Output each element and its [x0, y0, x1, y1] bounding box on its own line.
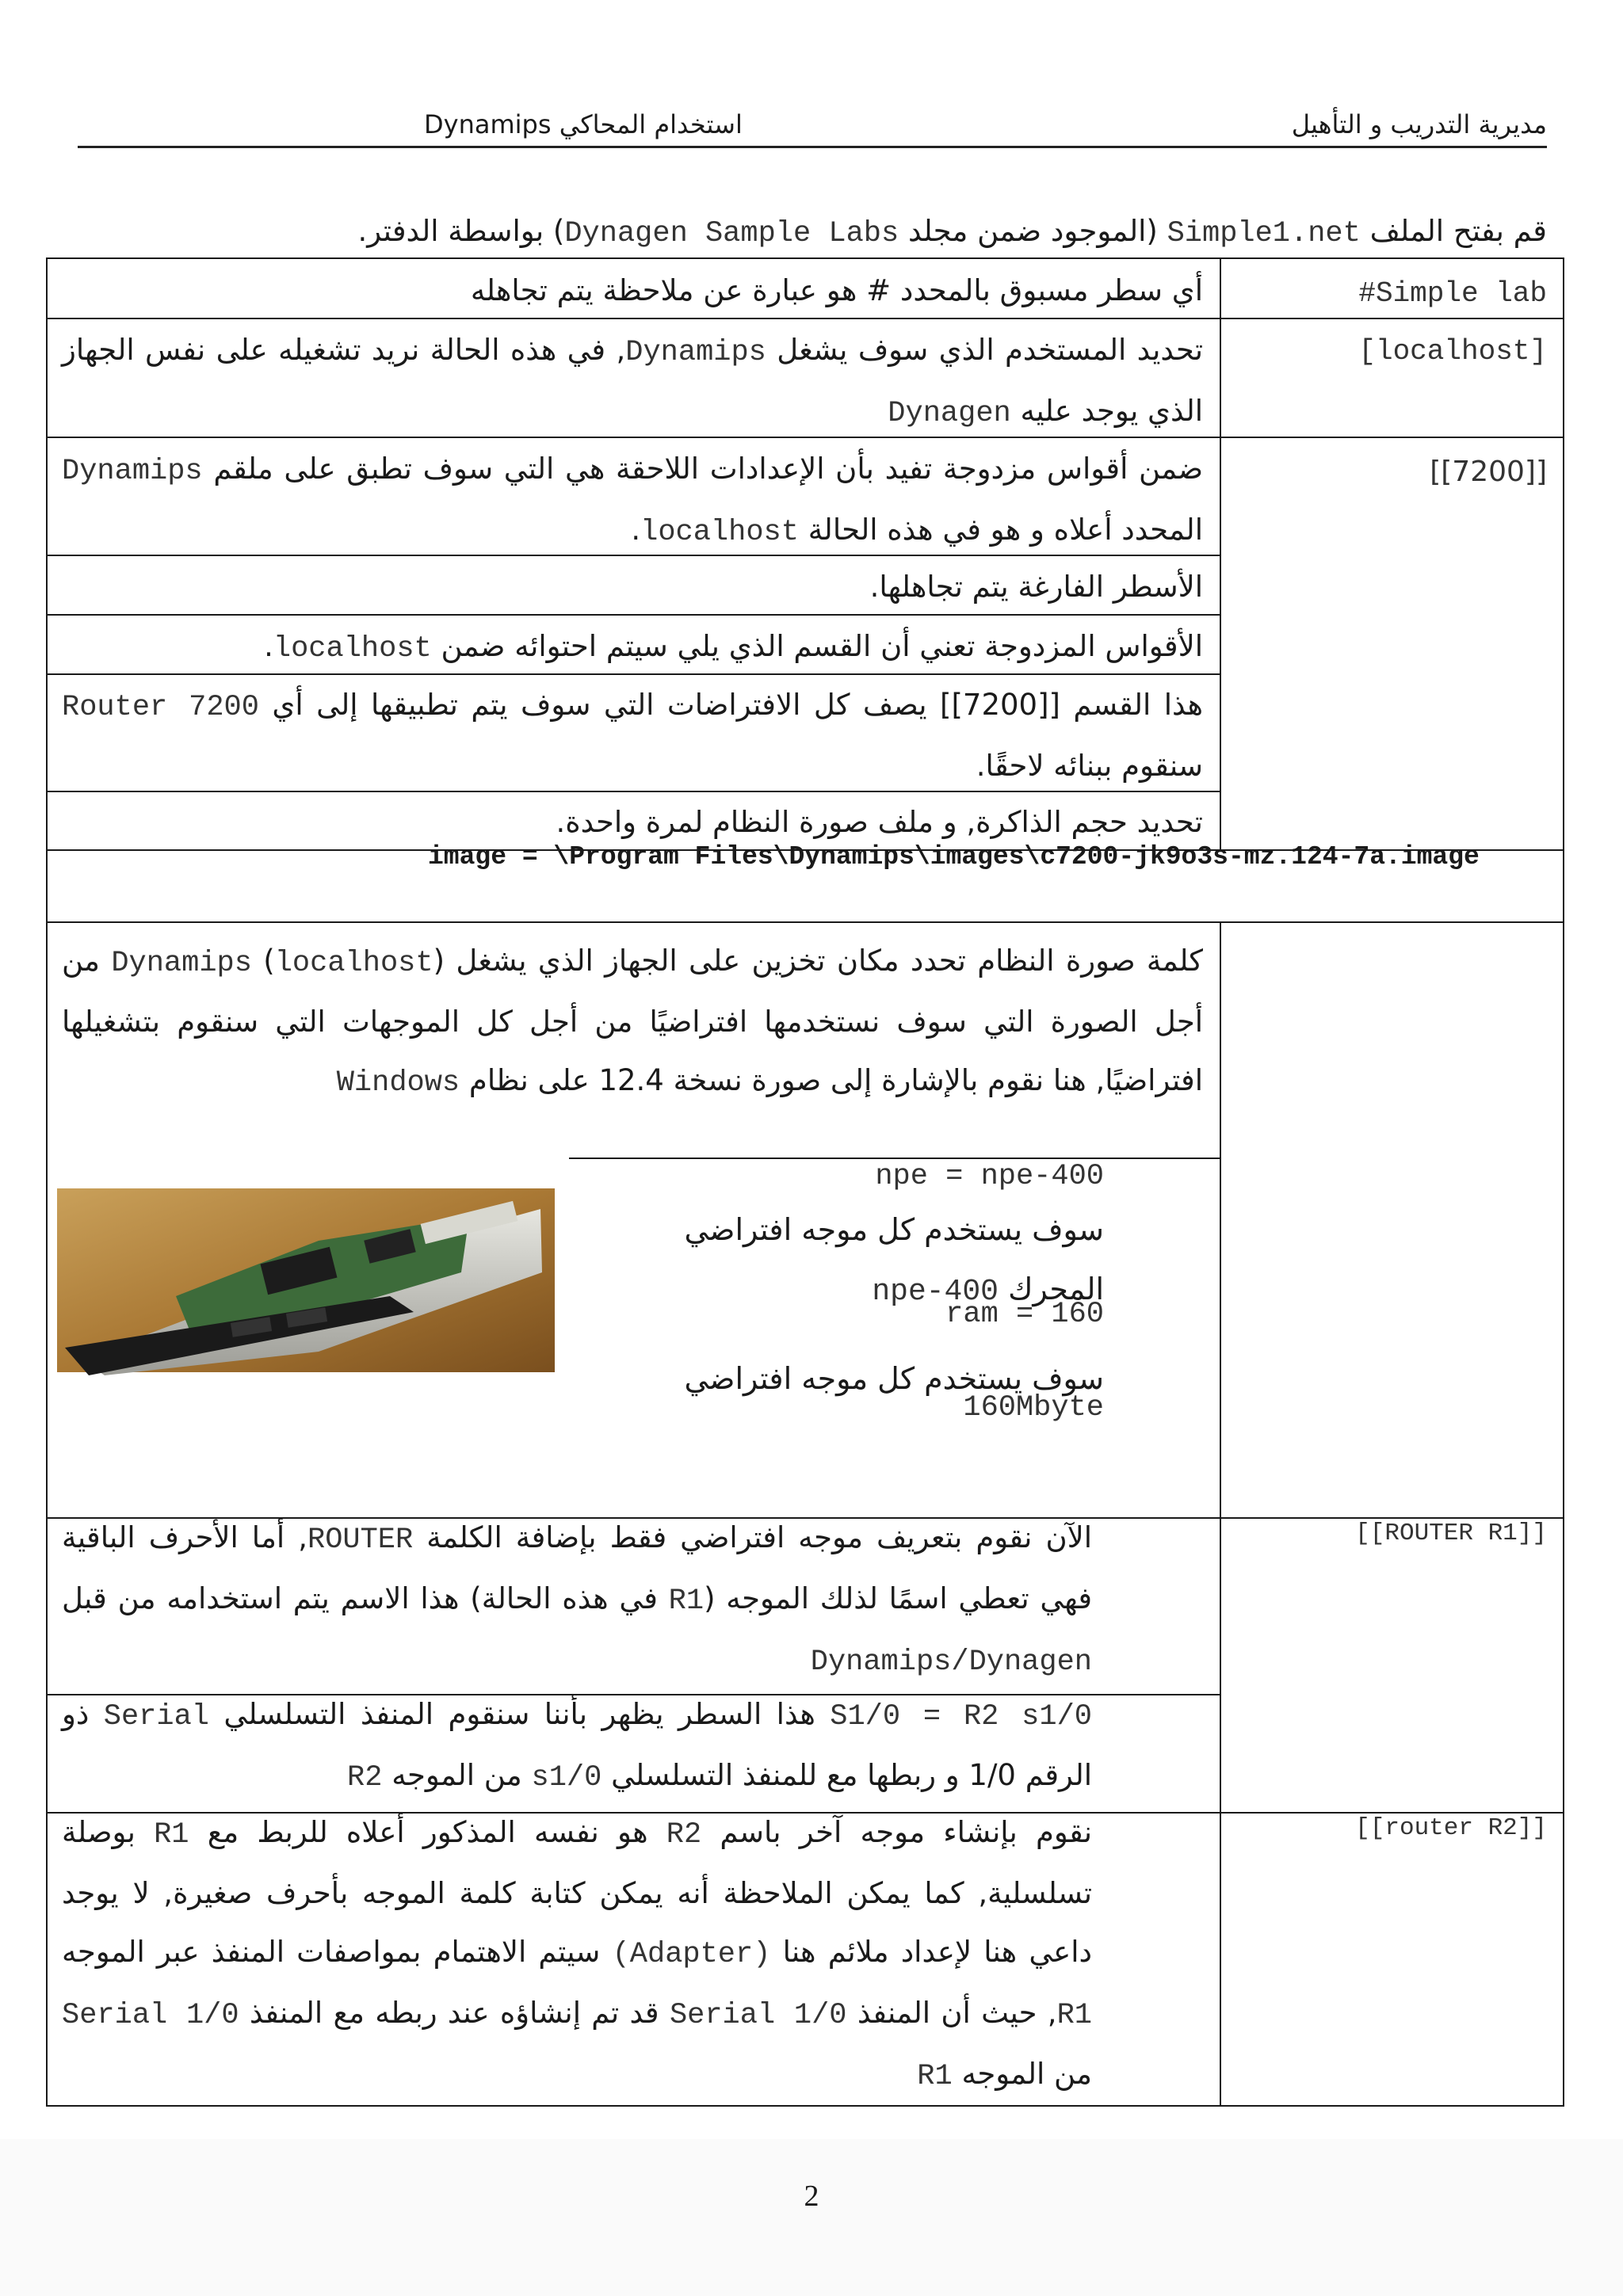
- row-desc-serial-link-text-3: من الموجه: [391, 1758, 522, 1792]
- row-desc-section-7200-code-1: Router 7200: [62, 691, 259, 724]
- row-desc-7200-code-2: localhost: [640, 516, 799, 549]
- row-desc-router-r1-code-2: R1: [668, 1585, 705, 1618]
- row-desc-router-r2-code-7: R1: [917, 2060, 953, 2093]
- row-desc-router-r2-code-1: R2: [666, 1818, 702, 1852]
- row-desc-localhost-code-2: Dynagen: [888, 397, 1011, 430]
- page-header: [78, 101, 1547, 148]
- row-desc-7200-text-3: .: [631, 513, 641, 547]
- intro-sentence: [358, 214, 1548, 250]
- row-desc-router-r1-text-3: في هذه الحالة) هذا الاسم يتم استخدامه من قبل: [62, 1581, 658, 1615]
- row-desc-router-r2-text-2: هو نفسه المذكور أعلاه للربط مع: [207, 1815, 648, 1849]
- row-desc-localhost-text-2: , في هذه الحالة نريد تشغيله على نفس الجهاز الذي يوجد عليه: [62, 333, 1203, 428]
- row-desc-router-r2-code-5: Serial 1/0: [669, 1999, 847, 2032]
- config-key-7200: [[7200]]: [1430, 456, 1547, 488]
- row-desc-double-brackets-text-2: .: [264, 629, 273, 663]
- row-desc-7200-code-1: Dynamips: [62, 455, 203, 488]
- row-desc-blank-lines: [62, 558, 1203, 616]
- config-image-path-line: image = \Program Files\Dynamips\images\c7200-jk9o3s-mz.124-7a.image: [428, 842, 1480, 871]
- config-ram-line: ram = 160: [945, 1298, 1104, 1331]
- row-desc-7200-text-2: المحدد أعلاه و هو في هذه الحالة: [808, 513, 1203, 547]
- row-desc-router-r2-text-1: نقوم بإنشاء موجه آخر باسم: [720, 1815, 1093, 1849]
- row-desc-image-code-3: Windows: [336, 1066, 460, 1100]
- intro-text-1: قم بفتح الملف: [1369, 214, 1547, 248]
- row-desc-section-7200-text-1: هذا القسم [[7200]] يصف كل الافتراضات التي سوف يتم تطبيقها إلى أي: [272, 688, 1203, 722]
- row-desc-router-r2-text-6: قد تم إنشاؤه عند ربطه مع المنفذ: [249, 1996, 659, 2030]
- row-desc-image-text-2: (: [263, 944, 275, 978]
- row-desc-serial-link: [62, 1685, 1092, 1807]
- row-desc-memory-image-text: تحديد حجم الذاكرة, و ملف صورة النظام لمرة واحدة.: [556, 805, 1203, 839]
- row-desc-router-r2-text-3: بوصلة تسلسلية, كما يمكن الملاحظة أنه يمكن كتابة كلمة الموجه بأحرف صغيرة, لا يوجد داعي هنا لإعداد ملائم هنا: [62, 1815, 1093, 1969]
- row-desc-router-r1-code-3: Dynamips/Dynagen: [810, 1646, 1092, 1679]
- row-desc-router-r2-text-4: سيتم الاهتمام بمواصفات المنفذ عبر الموجه: [62, 1935, 601, 1969]
- row-desc-double-brackets: [62, 617, 1203, 678]
- row-desc-comment-text: أي سطر مسبوق بالمحدد # هو عبارة عن ملاحظة يتم تجاهله: [470, 273, 1203, 307]
- row-desc-image-text-1: كلمة صورة النظام تحدد مكان تخزين على الجهاز الذي يشغل: [456, 944, 1204, 978]
- row-desc-router-r2-text-5: , حيث أن المنفذ: [857, 1996, 1057, 2030]
- row-desc-router-r1: [62, 1508, 1092, 1691]
- config-key-localhost: [localhost]: [1358, 335, 1547, 368]
- row-desc-7200-text-1: ضمن أقواس مزدوجة تفيد بأن الإعدادات اللاحقة هي التي سوف تطبق على ملقم: [213, 452, 1204, 486]
- header-organization: مديرية التدريب و التأهيل: [1291, 109, 1547, 139]
- intro-text-3: ) بواسطة الدفتر.: [357, 214, 565, 248]
- row-desc-localhost: [62, 321, 1203, 443]
- row-desc-serial-link-code-1: S1/0 = R2 s1/0: [830, 1700, 1092, 1733]
- row-desc-serial-link-code-4: R2: [347, 1761, 383, 1794]
- page-number: 2: [804, 2180, 819, 2213]
- row-desc-7200: [62, 440, 1203, 562]
- intro-folder-name: Dynagen Sample Labs: [564, 217, 899, 250]
- row-desc-image-text-3: ) من أجل الصورة التي سوف نستخدمها افتراضيًا من أجل كل الموجهات التي سنقوم بتشغيلها افتراضيًا, هنا نقوم بالإشارة إلى صورة نسخة 12.4 على نظام: [62, 944, 1203, 1097]
- row-desc-router-r2-code-3: (Adapter): [612, 1938, 771, 1971]
- row-desc-image-code-1: Dynamips: [111, 947, 252, 980]
- config-key-router-r2: [[router R2]]: [1355, 1814, 1547, 1842]
- row-desc-router-r1-text-2: , أما الأحرف الباقية فهي تعطي اسمًا لذلك الموجه (: [62, 1520, 1093, 1615]
- row-desc-router-r1-text-1: الآن نقوم بتعريف موجه افتراضي فقط بإضافة الكلمة: [426, 1520, 1092, 1554]
- row-desc-image: [62, 932, 1203, 1112]
- intro-file-name: Simple1.net: [1167, 217, 1361, 250]
- config-key-simple-lab: #Simple lab: [1358, 277, 1547, 310]
- row-desc-section-7200-text-2: سنقوم ببنائه لاحقًا.: [976, 749, 1203, 783]
- row-desc-serial-link-code-3: s1/0: [531, 1761, 602, 1794]
- config-npe-engine-label: المحرك: [1008, 1272, 1104, 1306]
- row-desc-serial-link-text-1: هذا السطر يظهر بأننا سنقوم المنفذ التسلسلي: [223, 1697, 815, 1731]
- row-desc-double-brackets-code-1: localhost: [273, 632, 432, 666]
- config-npe-engine-value: npe-400: [872, 1275, 999, 1309]
- config-ram-desc: سوف يستخدم كل موجه افتراضي: [684, 1361, 1104, 1396]
- row-desc-serial-link-code-2: Serial: [103, 1700, 209, 1733]
- row-desc-section-7200: [62, 676, 1203, 795]
- row-desc-serial-link-text-2: ذو الرقم 1/0 و ربطها مع للمنفذ التسلسلي: [62, 1697, 1092, 1792]
- config-npe-desc: سوف يستخدم كل موجه افتراضي: [684, 1212, 1104, 1247]
- row-desc-image-code-2: localhost: [274, 947, 433, 980]
- row-desc-comment: [62, 261, 1203, 320]
- config-key-router-r1: [[ROUTER R1]]: [1355, 1520, 1547, 1547]
- row-desc-router-r1-code-1: ROUTER: [307, 1524, 414, 1557]
- row-desc-double-brackets-text-1: الأقواس المزدوجة تعني أن القسم الذي يلي سيتم احتوائه ضمن: [441, 629, 1203, 663]
- header-document-title: استخدام المحاكي Dynamips: [424, 109, 743, 139]
- row-desc-router-r2-code-2: R1: [154, 1818, 189, 1852]
- row-desc-localhost-text-1: تحديد المستخدم الذي سوف يشغل: [777, 333, 1203, 367]
- row-desc-router-r2-code-4: R1: [1056, 1999, 1092, 2032]
- config-ram-value: 160Mbyte: [963, 1391, 1104, 1425]
- config-npe-line: npe = npe-400: [875, 1160, 1104, 1193]
- row-desc-localhost-code-1: Dynamips: [625, 336, 766, 369]
- row-desc-router-r2: [62, 1803, 1092, 2106]
- row-desc-blank-lines-text: الأسطر الفارغة يتم تجاهلها.: [869, 570, 1203, 604]
- page-footer-area: [0, 2139, 1623, 2296]
- router-module-photo: [57, 1177, 555, 1383]
- row-desc-router-r2-text-7: من الموجه: [961, 2057, 1092, 2091]
- row-desc-router-r2-code-6: Serial 1/0: [62, 1999, 239, 2032]
- intro-text-2: (الموجود ضمن مجلد: [907, 214, 1158, 248]
